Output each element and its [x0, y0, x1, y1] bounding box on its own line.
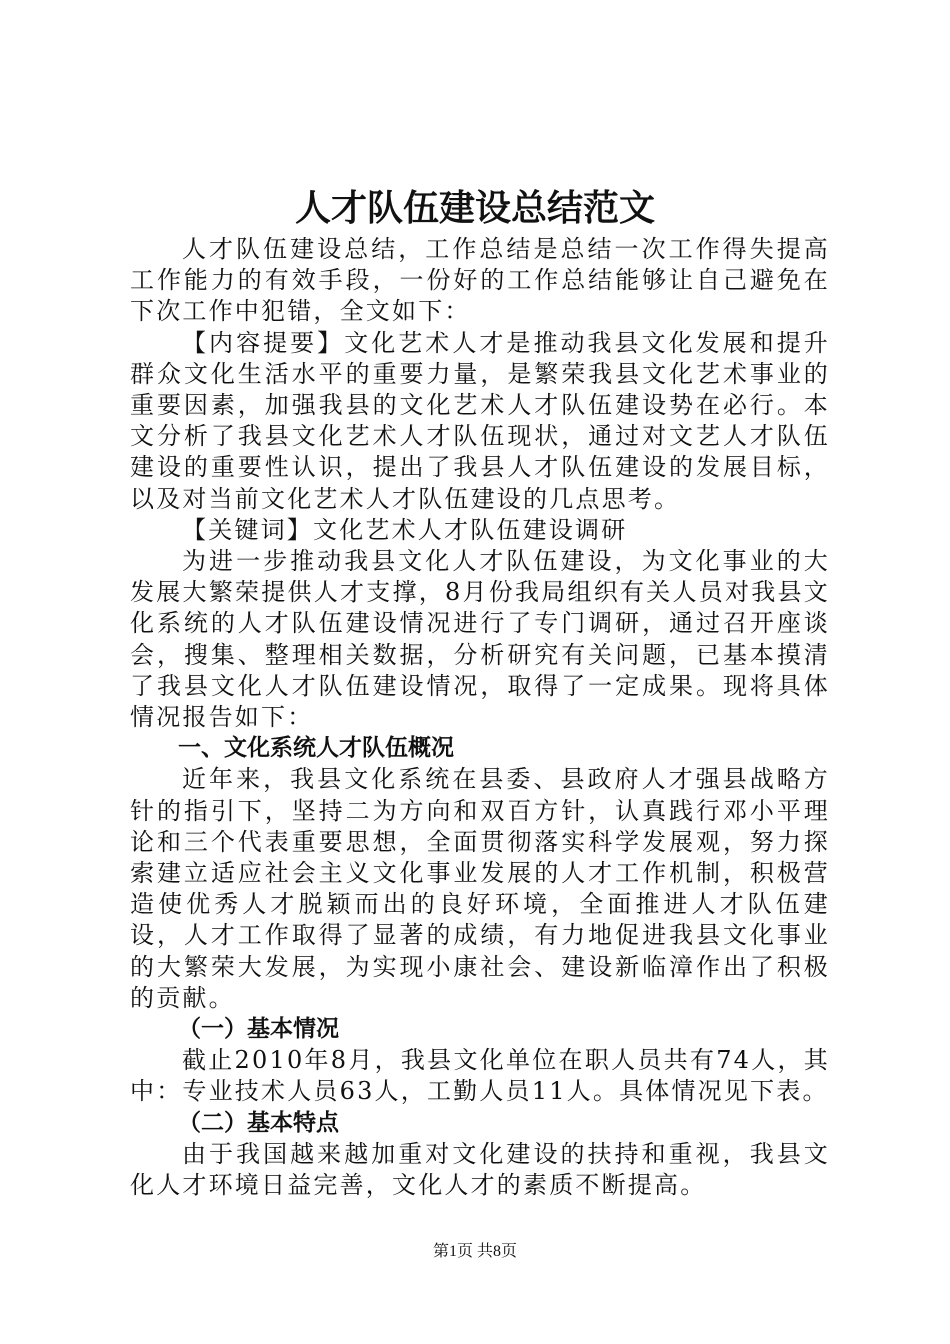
basic-situation-paragraph: 截止2010年8月，我县文化单位在职人员共有74人，其中：专业技术人员63人，工勤人员11人。具体情况见下表。	[130, 1046, 830, 1106]
page-number-footer: 第1页 共8页	[432, 1243, 517, 1260]
intro-paragraph: 人才队伍建设总结，工作总结是总结一次工作得失提高工作能力的有效手段，一份好的工作总结能够让自己避免在下次工作中犯错，全文如下：	[130, 235, 830, 326]
report-paragraph: 为进一步推动我县文化人才队伍建设，为文化事业的大发展大繁荣提供人才支撑，8月份我局组织有关人员对我县文化系统的人才队伍建设情况进行了专门调研，通过召开座谈会，搜集、整理相关数据，分析研究有关问题，已基本摸清了我县文化人才队伍建设情况，取得了一定成果。现将具体情况报告如下：	[130, 547, 830, 732]
section-heading-basic-situation: （一）基本情况	[178, 1016, 339, 1043]
document-body	[130, 234, 830, 1201]
section-heading-basic-features: （二）基本特点	[178, 1109, 339, 1136]
keywords-paragraph: 【关键词】文化艺术人才队伍建设调研	[182, 515, 628, 544]
basic-features-paragraph: 由于我国越来越加重对文化建设的扶持和重视，我县文化人才环境日益完善，文化人才的素质不断提高。	[130, 1139, 830, 1200]
document-title: 人才队伍建设总结范文	[294, 187, 655, 229]
overview-paragraph: 近年来，我县文化系统在县委、县政府人才强县战略方针的指引下，坚持二为方向和双百方针，认真践行邓小平理论和三个代表重要思想，全面贯彻落实科学发展观，努力探索建立适应社会主义文化事业发展的人才工作机制，积极营造使优秀人才脱颖而出的良好环境，全面推进人才队伍建设，人才工作取得了显著的成绩，有力地促进我县文化事业的大繁荣大发展，为实现小康社会、建设新临漳作出了积极的贡献。	[130, 765, 830, 1012]
section-heading-1: 一、文化系统人才队伍概况	[178, 735, 454, 762]
abstract-paragraph: 【内容提要】文化艺术人才是推动我县文化发展和提升群众文化生活水平的重要力量，是繁荣我县文化艺术事业的重要因素，加强我县的文化艺术人才队伍建设势在必行。本文分析了我县文化艺术人才队伍现状，通过对文艺人才队伍建设的重要性认识，提出了我县人才队伍建设的发展目标，以及对当前文化艺术人才队伍建设的几点思考。	[130, 328, 830, 513]
